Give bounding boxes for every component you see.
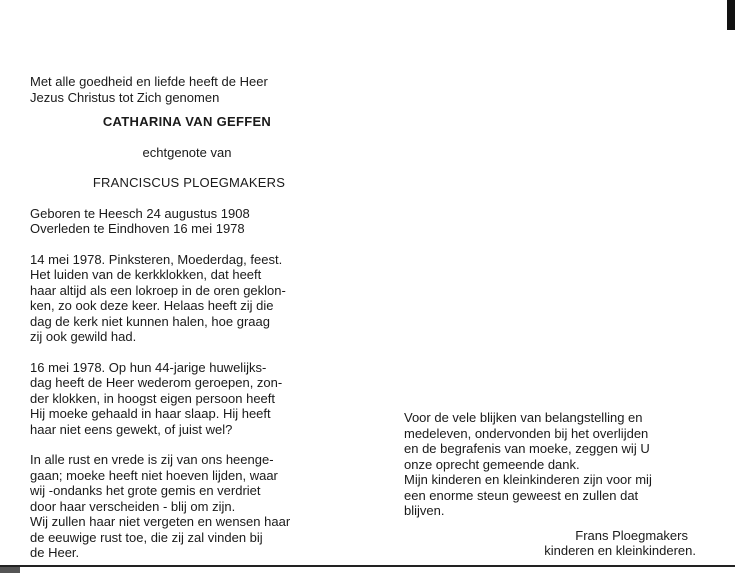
text-line: Wij zullen haar niet vergeten en wensen haar <box>30 514 291 529</box>
paragraph-pentecost <box>30 252 330 345</box>
text-line: zij ook gewild had. <box>30 329 137 344</box>
birth-line: Geboren te Heesch 24 augustus 1908 <box>30 205 250 221</box>
text-line: een enorme steun geweest en zullen dat <box>404 487 639 503</box>
text-line: Mijn kinderen en kleinkinderen zijn voor mij <box>404 472 652 487</box>
signature-name: Frans Ploegmakers <box>575 527 688 543</box>
text-line: door haar verscheiden - blij om zijn. <box>30 498 236 514</box>
text-line: medeleven, ondervonden bij het overlijden <box>404 425 649 441</box>
text-line: dag de kerk niet kunnen halen, hoe graag <box>30 313 270 329</box>
text-line: 16 mei 1978. Op hun 44-jarige huwelijks- <box>30 359 267 375</box>
opening-line-1: Met alle goedheid en liefde heeft de Heer <box>30 74 268 89</box>
opening-line-2: Jezus Christus tot Zich genomen <box>30 89 220 105</box>
left-column <box>30 74 330 561</box>
deceased-name: CATHARINA VAN GEFFEN <box>102 114 272 129</box>
card-edge-mark <box>727 0 735 30</box>
relation-text: echtgenote van <box>142 144 232 160</box>
card-bottom-edge <box>0 565 735 573</box>
death-line: Overleden te Eindhoven 16 mei 1978 <box>30 221 245 236</box>
paragraph-wedding-day <box>30 360 330 438</box>
text-line: Hij moeke gehaald in haar slaap. Hij heeft <box>30 406 271 421</box>
text-line: de eeuwige rust toe, die zij zal vinden bij <box>30 529 263 545</box>
opening-text <box>30 74 330 105</box>
text-line: wij -ondanks het grote gemis en verdriet <box>30 483 261 498</box>
text-line: gaan; moeke heeft niet hoeven lijden, waar <box>30 467 278 483</box>
right-column <box>404 410 696 559</box>
text-line: dag heeft de Heer wederom geroepen, zon- <box>30 375 283 390</box>
text-line: der klokken, in hoogst eigen persoon heeft <box>30 390 276 406</box>
text-line: blijven. <box>404 503 445 518</box>
text-line: en de begrafenis van moeke, zeggen wij U <box>404 441 650 456</box>
paragraph-rest <box>30 452 330 561</box>
thanks-paragraph <box>404 410 696 519</box>
text-line: de Heer. <box>30 545 80 560</box>
text-line: haar altijd als een lokroep in de oren geklon- <box>30 282 286 298</box>
text-line: haar niet eens gewekt, of juist wel? <box>30 421 233 437</box>
text-line: onze oprecht gemeende dank. <box>404 456 580 472</box>
text-line: 14 mei 1978. Pinksteren, Moederdag, feest. <box>30 251 283 267</box>
spouse-name: FRANCISCUS PLOEGMAKERS <box>92 175 286 190</box>
signature-family: kinderen en kleinkinderen. <box>544 543 696 558</box>
text-line: Voor de vele blijken van belangstelling en <box>404 410 643 425</box>
signature <box>404 528 696 559</box>
text-line: ken, zo ook deze keer. Helaas heeft zij die <box>30 298 274 313</box>
card-corner-shade <box>0 567 20 573</box>
life-dates <box>30 206 330 237</box>
text-line: In alle rust en vrede is zij van ons heenge- <box>30 452 274 467</box>
text-line: Het luiden van de kerkklokken, dat heeft <box>30 267 262 282</box>
